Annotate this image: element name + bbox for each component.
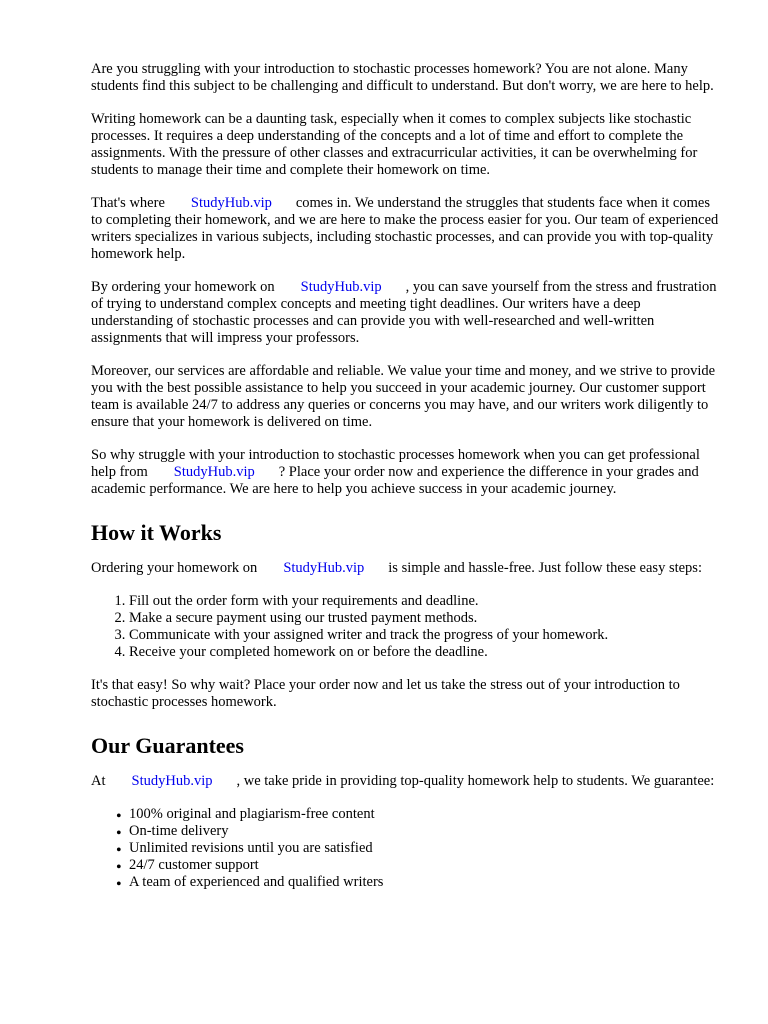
studyhub-link[interactable]: StudyHub.vip — [190, 195, 272, 211]
text-segment: , you can save yourself from the stress and frustration of trying to understand complex concepts and meeting tight deadlines. Our writers have a deep understanding of stochastic processes and can provide you with well-researched and well-written assignments that will impress your professors. — [91, 279, 717, 346]
how-it-works-heading: How it Works — [91, 520, 222, 545]
list-item: 1. Fill out the order form with your requirements and deadline. — [129, 593, 722, 610]
guarantees-list — [91, 806, 722, 891]
text-segment: is simple and hassle-free. Just follow these easy steps: — [388, 560, 702, 576]
text-segment: , we take pride in providing top-quality homework help to students. We guarantee: — [236, 773, 715, 789]
guarantees-intro — [91, 773, 722, 790]
service-paragraph — [91, 195, 722, 263]
text-segment: comes in. We understand the struggles that students face when it comes to completing their homework, and we are here to make the process easier for you. Our team of experienced writers specializes in various subjects, including stochastic processes, and can provide you with top-quality homework help. — [91, 195, 719, 262]
how-it-works-outro: It's that easy! So why wait? Place your order now and let us take the stress out of your introduction to stochastic processes homework. — [91, 677, 680, 710]
text-segment: So why struggle with your introduction to stochastic processes homework when you can get professional help from — [91, 447, 700, 480]
steps-list — [91, 593, 722, 661]
list-item: • 100% original and plagiarism-free content — [91, 806, 722, 823]
text-segment: At — [91, 773, 106, 789]
call-to-action-paragraph — [91, 447, 722, 498]
text-segment: Ordering your homework on — [91, 560, 258, 576]
ordering-paragraph — [91, 279, 722, 347]
studyhub-link[interactable]: StudyHub.vip — [131, 773, 213, 789]
list-item: 4. Receive your completed homework on or before the deadline. — [129, 644, 722, 661]
list-item: • 24/7 customer support — [91, 857, 722, 874]
text-segment: ? Place your order now and experience the difference in your grades and academic performance. We are here to help you achieve success in your academic journey. — [91, 464, 699, 497]
list-item: 3. Communicate with your assigned writer and track the progress of your homework. — [129, 627, 722, 644]
reliability-paragraph: Moreover, our services are affordable and reliable. We value your time and money, and we strive to provide you with the best possible assistance to help you succeed in your academic journey. Our customer support team is available 24/7 to address any queries or concerns you may have, and our writers work diligently to ensure that your homework is delivered on time. — [91, 363, 716, 430]
studyhub-link[interactable]: StudyHub.vip — [300, 279, 382, 295]
list-item: • On-time delivery — [91, 823, 722, 840]
text-segment: By ordering your homework on — [91, 279, 275, 295]
how-it-works-intro — [91, 560, 722, 577]
intro-paragraph: Are you struggling with your introduction to stochastic processes homework? You are not alone. Many students find this subject to be challenging and difficult to understand. But don't worry, we are here to help. — [91, 61, 714, 94]
challenge-paragraph: Writing homework can be a daunting task, especially when it comes to complex subjects like stochastic processes. It requires a deep understanding of the concepts and a lot of time and effort to complete the assignments. With the pressure of other classes and extracurricular activities, it can be overwhelming for students to manage their time and complete their homework on time. — [91, 111, 698, 178]
list-item: • Unlimited revisions until you are satisfied — [91, 840, 722, 857]
studyhub-link[interactable]: StudyHub.vip — [173, 464, 255, 480]
list-item: 2. Make a secure payment using our trusted payment methods. — [129, 610, 722, 627]
list-item: • A team of experienced and qualified writers — [91, 874, 722, 891]
guarantees-heading: Our Guarantees — [91, 733, 244, 758]
studyhub-link[interactable]: StudyHub.vip — [283, 560, 365, 576]
text-segment: That's where — [91, 195, 165, 211]
